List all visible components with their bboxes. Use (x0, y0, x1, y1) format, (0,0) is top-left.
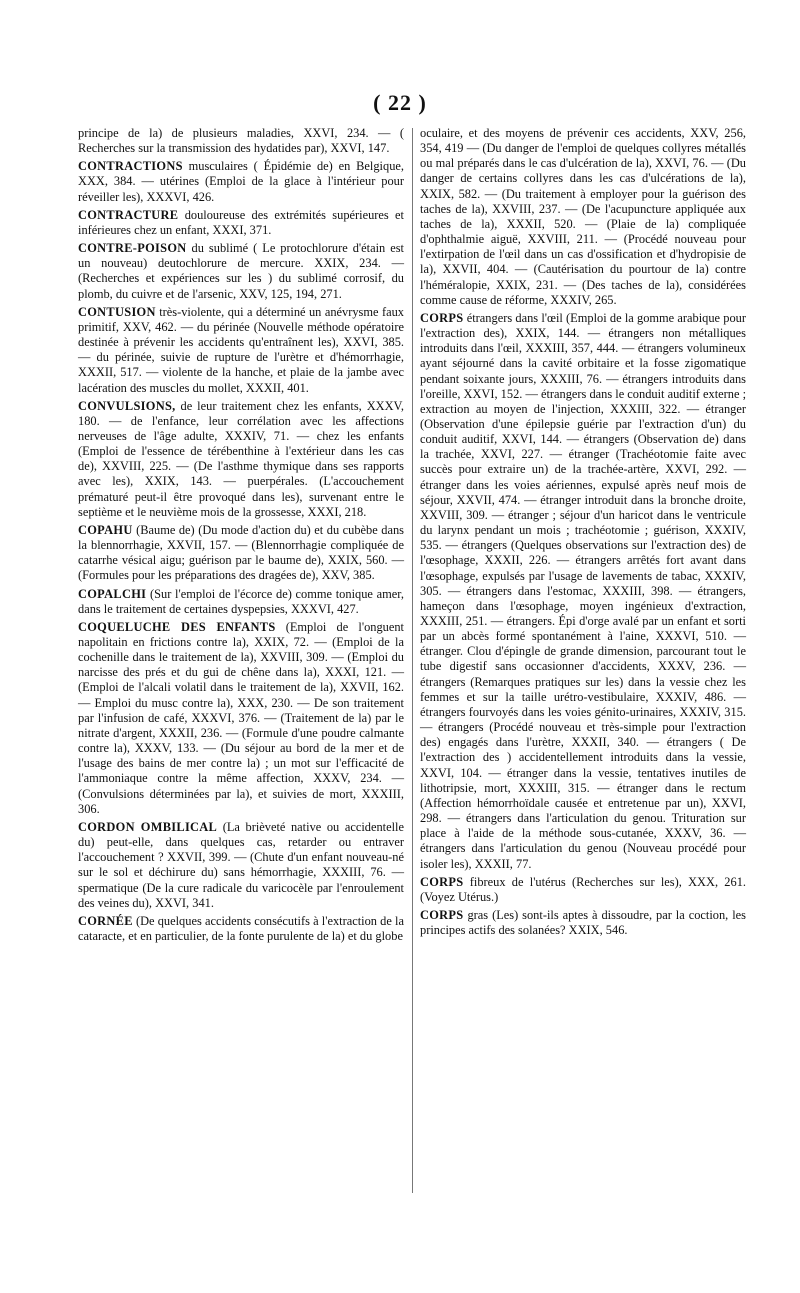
index-entry (78, 523, 404, 584)
entry-headword: CONTRACTURE (78, 207, 179, 222)
entry-text: douloureuse des extrémités supérieures et inférieures chez un enfant, XXXI, 371. (78, 207, 404, 237)
entry-text: principe de la) de plusieurs maladies, XXVI, 234. — ( Recherches sur la transmission des hydatides par), XXVI, 147. (78, 126, 404, 156)
left-column (78, 126, 404, 947)
entry-text: (Emploi de l'onguent napolitain en frictions contre la), XXIX, 72. — (Emploi de la cochenille dans le traitement de la), XXVIII, 309. — (Emploi du narcisse des prés et du gui de chêne dans la), XXXI, 121. — (Emploi de l'alcali volatil dans le traitement de la), XXVII, 162. — Emploi du musc contre la), XXX, 230. — De son traitement par l'infusion de café, XXXVI, 376. — (Traitement de la) par le nitrate d'argent, XXXII, 236. — (Formule d'une poudre calmante contre la), XXXV, 133. — (Du séjour au bord de la mer et de l'usage des bains de mer contre la) ; un mot sur l'efficacité de l'ammoniaque contre la même affection, XXXV, 234. — (Convulsions déterminées par la), et suivies de mort, XXXIII, 306. (78, 619, 405, 816)
entry-text: très-violente, qui a déterminé un anévrysme faux primitif, XXV, 462. — du périnée (Nouvelle méthode opératoire destinée à prévenir les accidents qu'entraînent les), XXVI, 385. — du périnée, suivie de rupture de l'urètre et d'hémorrhagie, XXXII, 517. — violente de la hanche, et plaie de la jambe avec lacération des muscles du mollet, XXXII, 401. (78, 304, 404, 395)
index-entry (420, 875, 746, 905)
entry-headword: CORNÉE (78, 913, 133, 928)
index-entry (78, 914, 404, 944)
entry-headword: CORPS (420, 310, 464, 325)
entry-headword: CORPS (420, 907, 464, 922)
index-entry (420, 311, 746, 872)
index-entry (78, 208, 404, 238)
index-entry (78, 159, 404, 204)
entry-headword: CORPS (420, 874, 464, 889)
right-column (420, 126, 746, 941)
entry-text: oculaire, et des moyens de prévenir ces accidents, XXV, 256, 354, 419 — (Du danger de l'emploi de quelques collyres métallés ou mal préparés dans le cas d'ulcération de la), XXVI, 76. — (Du danger de certains collyres dans les cas d'ulcérations de la), XXIX, 582. — (Du traitement à employer pour la guérison des taches de la), XXVIII, 237. — (De l'acupuncture appliquée aux taches de la), XXXII, 520. — (Plaie de la) compliquée d'ophthalmie aiguë, XXVIII, 211. — (Procédé nouveau pour l'extirpation de l'œil dans un cas d'ossification et d'hydropisie de la), XXVII, 404. — (Cautérisation du pourtour de la) contre l'héméralopie, XXIX, 231. — (Des taches de la), considérées comme cause de réforme, XXXIV, 265. (420, 126, 746, 307)
entry-headword: CORDON OMBILICAL (78, 819, 218, 834)
entry-headword: CONTUSION (78, 304, 156, 319)
entry-text: de leur traitement chez les enfants, XXXV, 180. — de l'enfance, leur corrélation avec les affections nerveuses de l'âge adulte, XXXIV, 71. — chez les enfants (Emploi de l'essence de térébenthine à l'extérieur dans les cas de), XXVIII, 225. — (De l'asthme thymique dans ses rapports avec les), XXIX, 143. — puerpérales. (L'accouchement prématuré peut-il être provoqué dans les), survenant entre le septième et le neuvième mois de la grossesse, XXXI, 218. (78, 398, 404, 519)
entry-text: (De quelques accidents consécutifs à l'extraction de la cataracte, et en particulier, de la fonte purulente de la) et du globe (78, 913, 404, 943)
entry-text: (Sur l'emploi de l'écorce de) comme tonique amer, dans le traitement de certaines dyspepsies, XXXVI, 427. (78, 586, 404, 616)
index-entry (78, 587, 404, 617)
index-entry (78, 820, 404, 911)
entry-text: étrangers dans l'œil (Emploi de la gomme arabique pour l'extraction des), XXIX, 144. — étrangers non métalliques introduits dans l'œil, XXXIII, 357, 444. — étrangers volumineux ayant séjourné dans la cavité orbitaire et la fosse zigomatique pendant soixante jours, XXXIII, 76. — étrangers introduits dans l'oreille, XXVI, 152. — étrangers dans le conduit auditif externe ; extraction au moyen de l'injection, XXXIII, 322. — étranger (Observation d'une épilepsie guérie par l'extraction d'un) du conduit auditif, XXVI, 144. — étrangers (Observation de) dans la trachée, XXVI, 227. — étranger (Trachéotomie faite avec succès pour extraire un) de la trachée-artère, XXVI, 292. — étranger dans les voies aériennes, expulsé après neuf mois de séjour, XXVII, 474. — étranger introduit dans la bronche droite, XXVIII, 309. — étranger ; séjour d'un haricot dans le ventricule du larynx pendant un mois ; trachéotomie ; guérison, XXXIV, 535. — étrangers (Quelques observations sur l'extraction des) de l'œsophage, XXXII, 226. — étrangers arrêtés fort avant dans l'œsophage, expulsés par l'usage de lavements de tabac, XXXIV, 305. — étrangers dans l'estomac, XXXIII, 398. — étrangers, hameçon dans l'œsophage, moyen ingénieux d'extraction, XXXIII, 251. — étrangers. Épi d'orge avalé par un enfant et sorti par un abcès formé spontanément à l'aine, XXXVI, 510. — étranger. Clou d'épingle de grande dimension, parcourant tout le tube digestif sans occasionner d'accidents, XXXV, 236. — étrangers (Remarques pratiques sur les) dans la vessie chez les femmes et sur la taille urétro-vestibulaire, XXXIV, 486. — étrangers fourvoyés dans les voies génito-urinaires, XXXIV, 315. — étrangers (Procédé nouveau et très-simple pour l'extraction des) engagés dans l'urètre, XXXII, 340. — étrangers ( De l'extraction des ) accidentellement introduits dans la vessie, XXVI, 104. — étranger dans la vessie, tentatives inutiles de lithotripsie, mort, XXXIII, 315. — étranger dans le rectum (Affection hémorrhoïdale causée et entretenue par un), XXVI, 298. — étrangers dans l'articulation du genou. Trituration sur place à l'aide de la méthode sous-cutanée, XXXV, 36. — étrangers dans l'articulation du genou (Nouveau procédé pour isoler les), XXXII, 77. (420, 310, 747, 871)
entry-headword: CONVULSIONS, (78, 398, 176, 413)
index-entry (78, 126, 404, 156)
column-divider (412, 128, 413, 1193)
entry-headword: COPALCHI (78, 586, 147, 601)
index-entry (78, 399, 404, 520)
entry-text: (Baume de) (Du mode d'action du) et du cubèbe dans la blennorrhagie, XXVII, 157. — (Blennorrhagie compliquée de catarrhe vésical aigu; guérison par le baume de), XXIX, 560. — (Formules pour les préparations des dragées de), XXV, 385. (78, 522, 404, 583)
index-entry (78, 241, 404, 302)
entry-text: gras (Les) sont-ils aptes à dissoudre, par la coction, les principes actifs des solanées? XXIX, 546. (420, 907, 746, 938)
entry-headword: CONTRE-POISON (78, 241, 187, 256)
entry-headword: CONTRACTIONS (78, 159, 183, 174)
entry-text: fibreux de l'utérus (Recherches sur les), XXX, 261. (Voyez Utérus.) (420, 874, 746, 904)
index-entry (78, 305, 404, 396)
index-entry (420, 126, 746, 308)
entry-text: musculaires ( Épidémie de) en Belgique, XXX, 384. — utérines (Emploi de la glace à l'intérieur pour réveiller les), XXXVI, 426. (78, 159, 404, 204)
entry-text: (La brièveté native ou accidentelle du) peut-elle, dans quelques cas, retarder ou entraver l'accouchement ? XXVII, 399. — (Chute d'un enfant nouveau-né sur le sol et déchirure du) sans hémorrhagie, XXXIII, 76. — spermatique (De la cure radicale du varicocèle par l'enroulement des veines du), XXVI, 341. (78, 819, 404, 910)
entry-headword: COQUELUCHE DES ENFANTS (78, 619, 276, 634)
page-number: ( 22 ) (373, 90, 427, 115)
entry-headword: COPAHU (78, 522, 133, 537)
index-entry (420, 908, 746, 938)
entry-text: du sublimé ( Le protochlorure d'étain est un nouveau) deutochlorure de mercure. XXIX, 234. — (Recherches et expériences sur les ) du sublimé corrosif, du plomb, du cuivre et de l'arsenic, XXV, 125, 194, 271. (78, 241, 404, 301)
index-entry (78, 620, 404, 817)
